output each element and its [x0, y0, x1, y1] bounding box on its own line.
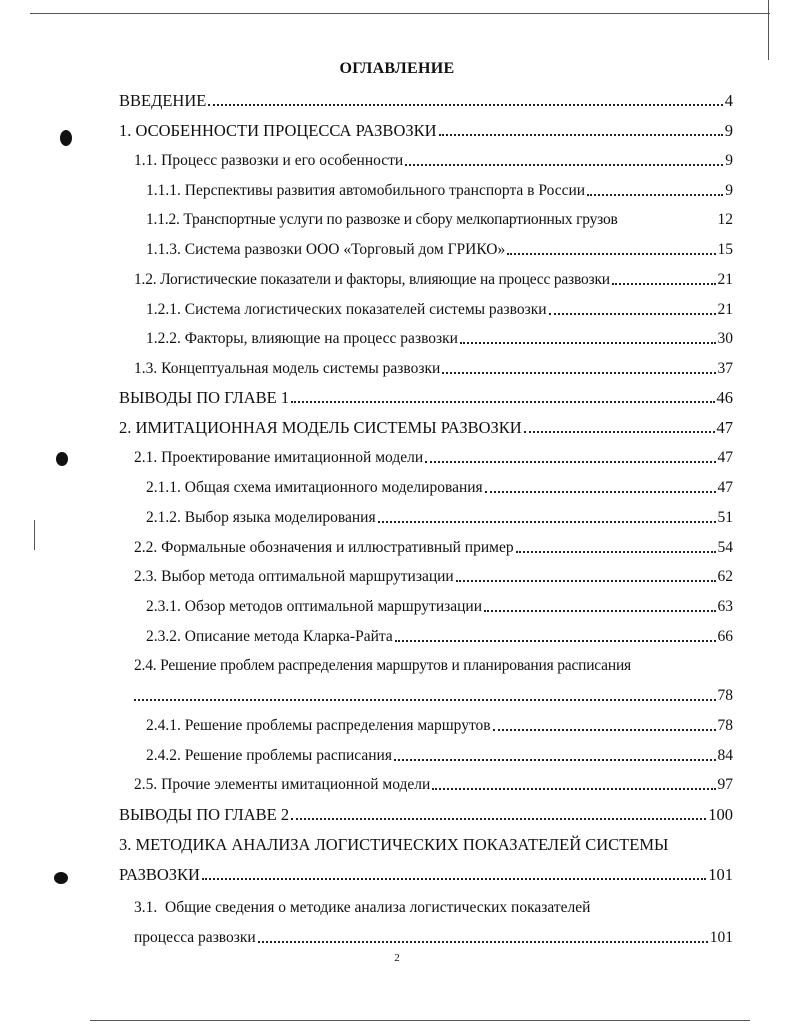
- toc-leader-dots: [208, 104, 722, 106]
- toc-leader-dots: [507, 253, 715, 255]
- scan-edge-line-left: [34, 520, 35, 550]
- toc-leader-dots: [460, 342, 716, 344]
- toc-entry[interactable]: [146, 713, 733, 739]
- toc-entry-page: 9: [724, 121, 733, 140]
- toc-entry-text: 2. ИМИТАЦИОННАЯ МОДЕЛЬ СИСТЕМЫ РАЗВОЗКИ: [119, 418, 522, 437]
- toc-leader-dots: [612, 283, 716, 285]
- toc-entry[interactable]: [146, 594, 733, 620]
- toc-entry[interactable]: [134, 535, 733, 561]
- toc-entry-page: 47: [717, 479, 733, 496]
- toc-leader-dots: [432, 788, 715, 790]
- toc-entry-text: ВВЕДЕНИЕ: [119, 91, 207, 110]
- toc-entry-page: 101: [708, 865, 733, 884]
- toc-entry-page: 62: [717, 568, 733, 585]
- toc-entry-text: 2.3. Выбор метода оптимальной маршрутизации: [134, 568, 454, 585]
- toc-leader-dots: [134, 699, 716, 701]
- toc-entry-text: 2.3.2. Описание метода Кларка-Райта: [146, 628, 393, 645]
- toc-entry-page: 84: [717, 747, 733, 764]
- toc-entry-page: 30: [717, 330, 733, 347]
- toc-leader-dots: [394, 759, 716, 761]
- toc-entry-text: 2.2. Формальные обозначения и иллюстративный пример: [134, 539, 514, 556]
- toc-entry-text: 2.5. Прочие элементы имитационной модели: [134, 776, 431, 793]
- toc-entry[interactable]: [146, 505, 733, 531]
- toc-entry-page: 97: [717, 776, 733, 793]
- toc-entry-page: 100: [708, 805, 733, 824]
- toc-leader-dots: [405, 164, 723, 166]
- toc-leader-dots: [202, 878, 706, 880]
- toc-entry-text: 2.4.1. Решение проблемы распределения маршрутов: [146, 717, 491, 734]
- scan-edge-line-top: [30, 13, 770, 14]
- toc-leader-dots: [291, 818, 706, 820]
- toc-entry-text[interactable]: 3.1. Общие сведения о методике анализа логистических показателей: [134, 899, 591, 916]
- toc-leader-dots: [484, 610, 716, 612]
- toc-entry-text-continued: процесса развозки: [134, 929, 256, 946]
- toc-entry-page: 4: [724, 91, 733, 110]
- page-title: ОГЛАВЛЕНИЕ: [339, 60, 455, 77]
- toc-entry-page: 78: [717, 687, 733, 704]
- punch-hole-mark: [60, 130, 72, 146]
- toc-entry[interactable]: [134, 772, 733, 798]
- page-number: 2: [394, 952, 400, 964]
- toc-entry-page: 51: [717, 509, 733, 526]
- punch-hole-mark: [56, 452, 68, 466]
- toc-leader-dots: [395, 640, 716, 642]
- toc-leader-dots: [493, 729, 716, 731]
- toc-leader-dots: [620, 223, 716, 225]
- toc-entry[interactable]: [134, 356, 733, 382]
- toc-entry-page: 47: [716, 418, 733, 437]
- toc-entry[interactable]: [146, 743, 733, 769]
- toc-entry-page: 46: [716, 388, 733, 407]
- punch-hole-mark: [54, 872, 68, 884]
- toc-entry-text-continued: РАЗВОЗКИ: [119, 865, 200, 884]
- toc-entry-page: 12: [717, 211, 733, 228]
- toc-entry-text: 2.3.1. Обзор методов оптимальной маршрутизации: [146, 598, 482, 615]
- toc-entry[interactable]: [119, 862, 733, 888]
- toc-entry-text: 2.1.1. Общая схема имитационного моделирования: [146, 479, 483, 496]
- toc-leader-dots: [439, 134, 723, 136]
- toc-entry[interactable]: [146, 475, 733, 501]
- toc-entry[interactable]: [119, 802, 733, 828]
- toc-entry[interactable]: [146, 624, 733, 650]
- toc-entry[interactable]: [146, 207, 733, 233]
- toc-entry-page: 78: [717, 717, 733, 734]
- toc-leader-dots: [587, 194, 723, 196]
- toc-entry[interactable]: [119, 88, 733, 114]
- toc-leader-dots: [485, 491, 716, 493]
- toc-entry[interactable]: [119, 385, 733, 411]
- toc-entry-text[interactable]: 3. МЕТОДИКА АНАЛИЗА ЛОГИСТИЧЕСКИХ ПОКАЗАТЕЛЕЙ СИСТЕМЫ: [119, 835, 669, 854]
- toc-entry[interactable]: [146, 326, 733, 352]
- toc-entry-page: 66: [717, 628, 733, 645]
- toc-entry[interactable]: [134, 445, 733, 471]
- scan-edge-line-right: [768, 0, 769, 60]
- toc-entry[interactable]: [134, 148, 733, 174]
- toc-entry-page: 54: [717, 539, 733, 556]
- toc-leader-dots: [291, 401, 714, 403]
- scan-edge-line-bottom: [90, 1020, 750, 1021]
- toc-entry-page: 37: [717, 360, 733, 377]
- toc-leader-dots: [258, 941, 708, 943]
- toc-entry-text: 2.4.2. Решение проблемы расписания: [146, 747, 392, 764]
- toc-entry[interactable]: [146, 237, 733, 263]
- toc-entry-page: 21: [717, 301, 733, 318]
- toc-leader-dots: [516, 551, 716, 553]
- toc-leader-dots: [378, 521, 716, 523]
- toc-entry[interactable]: [146, 297, 733, 323]
- toc-entry-page: 63: [717, 598, 733, 615]
- toc-entry[interactable]: [134, 925, 733, 951]
- toc-entry-text: 1.2.1. Система логистических показателей системы развозки: [146, 301, 547, 318]
- toc-entry-page: 9: [725, 182, 733, 199]
- toc-entry-text: 1.1.3. Система развозки ООО «Торговый дом ГРИКО»: [146, 241, 506, 258]
- toc-entry-page: 9: [725, 152, 733, 169]
- toc-entry-text: 1.2.2. Факторы, влияющие на процесс развозки: [146, 330, 458, 347]
- toc-leader-dots: [425, 461, 715, 463]
- toc-entry[interactable]: [134, 683, 733, 709]
- toc-entry-text: 1.2. Логистические показатели и факторы, влияющие на процесс развозки: [134, 271, 610, 288]
- toc-entry-text: 1.1. Процесс развозки и его особенности: [134, 152, 404, 169]
- toc-leader-dots: [549, 313, 716, 315]
- toc-leader-dots: [456, 580, 716, 582]
- toc-entry-text: ВЫВОДЫ ПО ГЛАВЕ 1: [119, 388, 290, 407]
- toc-entry-text: 1.3. Концептуальная модель системы развозки: [134, 360, 441, 377]
- toc-leader-dots: [524, 431, 715, 433]
- toc-entry-text: 2.1.2. Выбор языка моделирования: [146, 509, 376, 526]
- toc-entry-text[interactable]: 2.4. Решение проблем распределения маршрутов и планирования расписания: [134, 657, 631, 674]
- toc-entry[interactable]: [134, 564, 733, 590]
- toc-entry[interactable]: [146, 178, 733, 204]
- toc-entry-page: 101: [709, 929, 733, 946]
- toc-entry-page: 21: [717, 271, 733, 288]
- toc-entry-text: 1.1.1. Перспективы развития автомобильного транспорта в России: [146, 182, 586, 199]
- toc-entry[interactable]: [134, 267, 733, 293]
- toc-leader-dots: [442, 372, 715, 374]
- toc-entry-text: ВЫВОДЫ ПО ГЛАВЕ 2: [119, 805, 290, 824]
- toc-entry-page: 47: [717, 449, 733, 466]
- toc-entry-page: 15: [717, 241, 733, 258]
- toc-entry[interactable]: [119, 415, 733, 441]
- toc-entry-text: 1. ОСОБЕННОСТИ ПРОЦЕССА РАЗВОЗКИ: [119, 121, 437, 140]
- toc-entry-text: 1.1.2. Транспортные услуги по развозке и сбору мелкопартионных грузов: [146, 211, 618, 228]
- toc-entry-text: 2.1. Проектирование имитационной модели: [134, 449, 424, 466]
- toc-entry[interactable]: [119, 118, 733, 144]
